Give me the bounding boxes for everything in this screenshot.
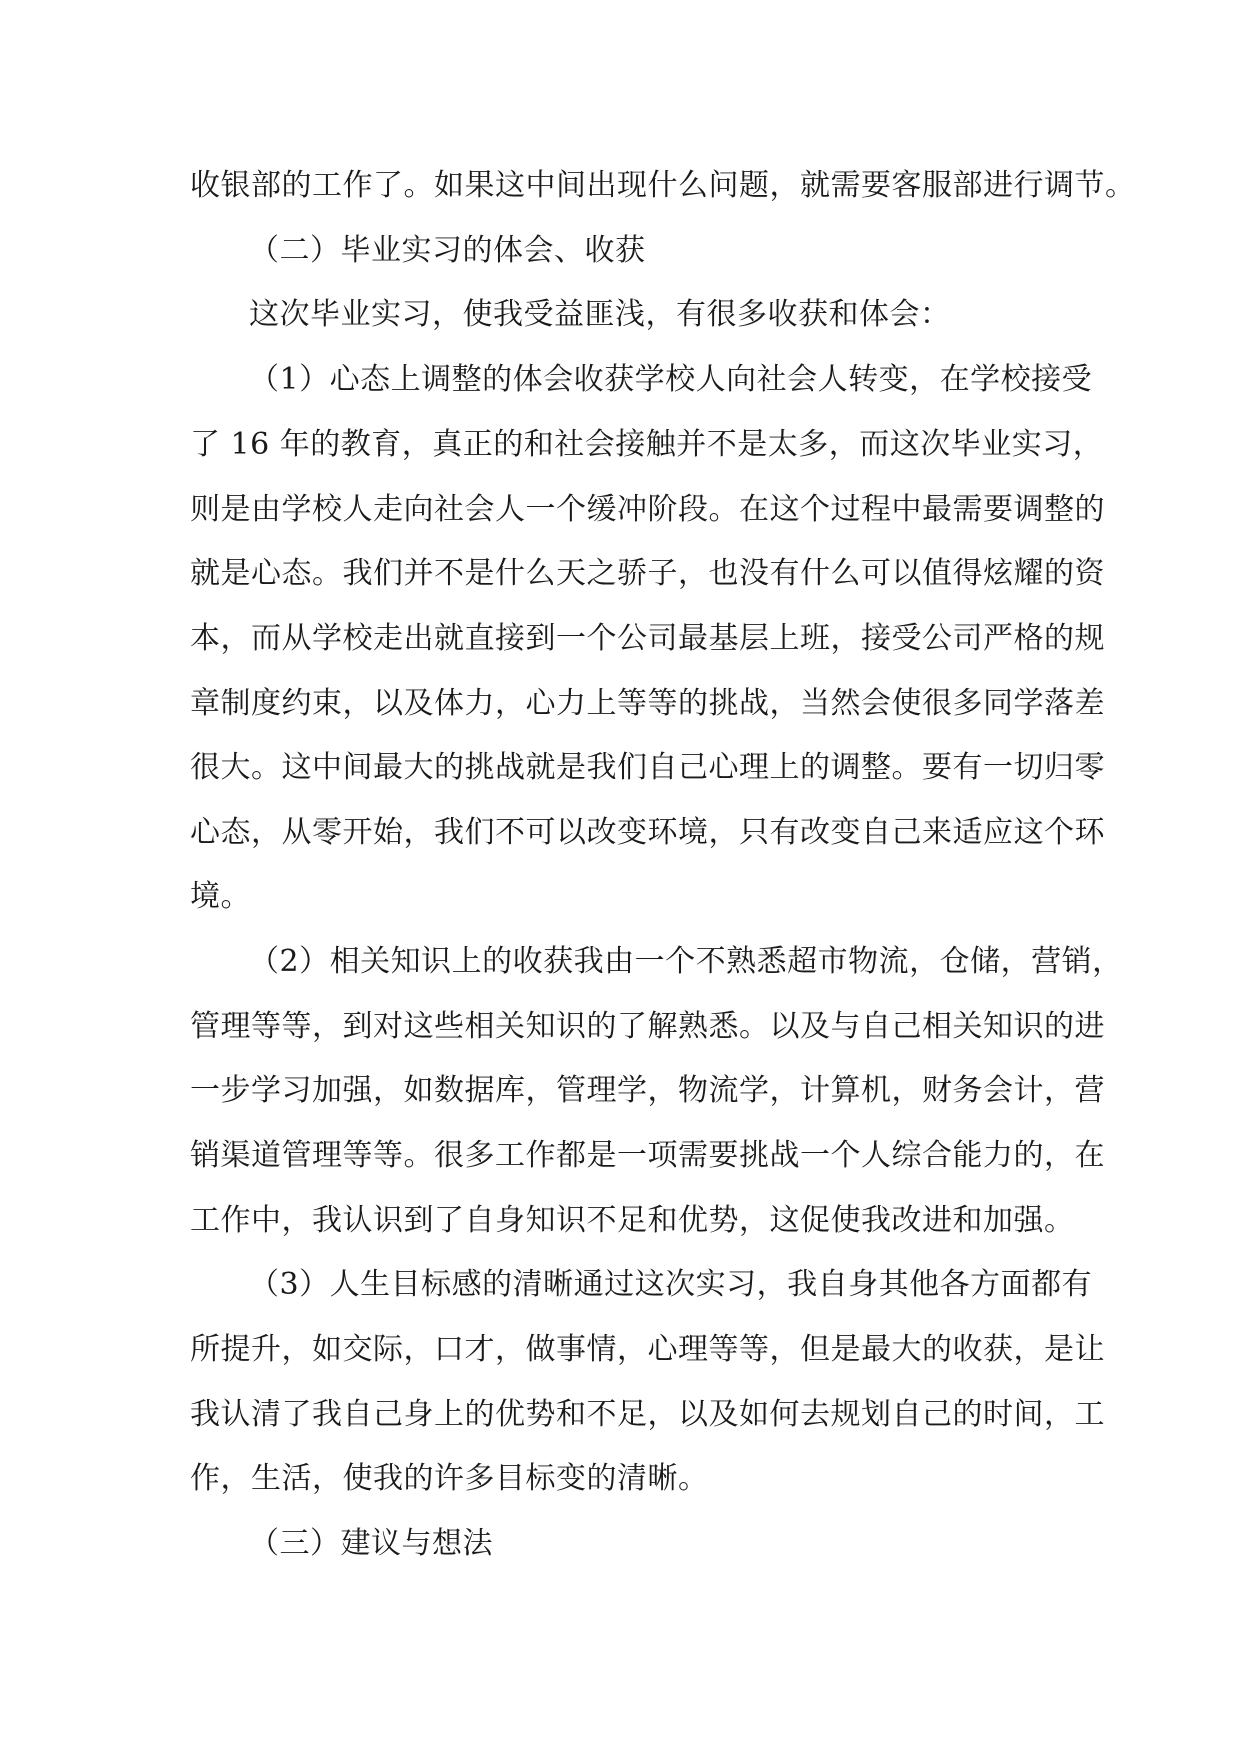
section-heading: （二）毕业实习的体会、收获 <box>249 233 646 268</box>
text-line: 所提升，如交际，口才，做事情，心理等等，但是最大的收获，是让 <box>190 1332 1105 1367</box>
text-line: 了 16 年的教育，真正的和社会接触并不是太多，而这次毕业实习， <box>190 427 1104 462</box>
text-line: 很大。这中间最大的挑战就是我们自己心理上的调整。要有一切归零 <box>190 750 1105 785</box>
text-line: 工作中，我认识到了自身知识不足和优势，这促使我改进和加强。 <box>190 1203 1075 1238</box>
text-line: 章制度约束，以及体力，心力上等等的挑战，当然会使很多同学落差 <box>190 686 1105 721</box>
text-line: 销渠道管理等等。很多工作都是一项需要挑战一个人综合能力的，在 <box>190 1138 1105 1173</box>
text-line: 收银部的工作了。如果这中间出现什么问题，就需要客服部进行调节。 <box>190 168 1136 203</box>
text-line: （3）人生目标感的清晰通过这次实习，我自身其他各方面都有 <box>249 1267 1093 1302</box>
text-line: 就是心态。我们并不是什么天之骄子，也没有什么可以值得炫耀的资 <box>190 556 1105 591</box>
text-line: 作，生活，使我的许多目标变的清晰。 <box>190 1461 709 1496</box>
text-line: （1）心态上调整的体会收获学校人向社会人转变，在学校接受 <box>249 362 1093 397</box>
text-line: 境。 <box>190 879 251 914</box>
text-line: 则是由学校人走向社会人一个缓冲阶段。在这个过程中最需要调整的 <box>190 492 1105 527</box>
text-line: （2）相关知识上的收获我由一个不熟悉超市物流，仓储，营销， <box>249 944 1123 979</box>
text-line: 我认清了我自己身上的优势和不足，以及如何去规划自己的时间，工 <box>190 1397 1105 1432</box>
text-line: 心态，从零开始，我们不可以改变环境，只有改变自己来适应这个环 <box>190 815 1105 850</box>
section-heading: （三）建议与想法 <box>249 1526 493 1561</box>
text-line: 管理等等，到对这些相关知识的了解熟悉。以及与自己相关知识的进 <box>190 1009 1105 1044</box>
text-line: 一步学习加强，如数据库，管理学，物流学，计算机，财务会计，营 <box>190 1073 1105 1108</box>
text-line: 这次毕业实习，使我受益匪浅，有很多收获和体会： <box>249 297 951 332</box>
text-line: 本，而从学校走出就直接到一个公司最基层上班，接受公司严格的规 <box>190 621 1105 656</box>
